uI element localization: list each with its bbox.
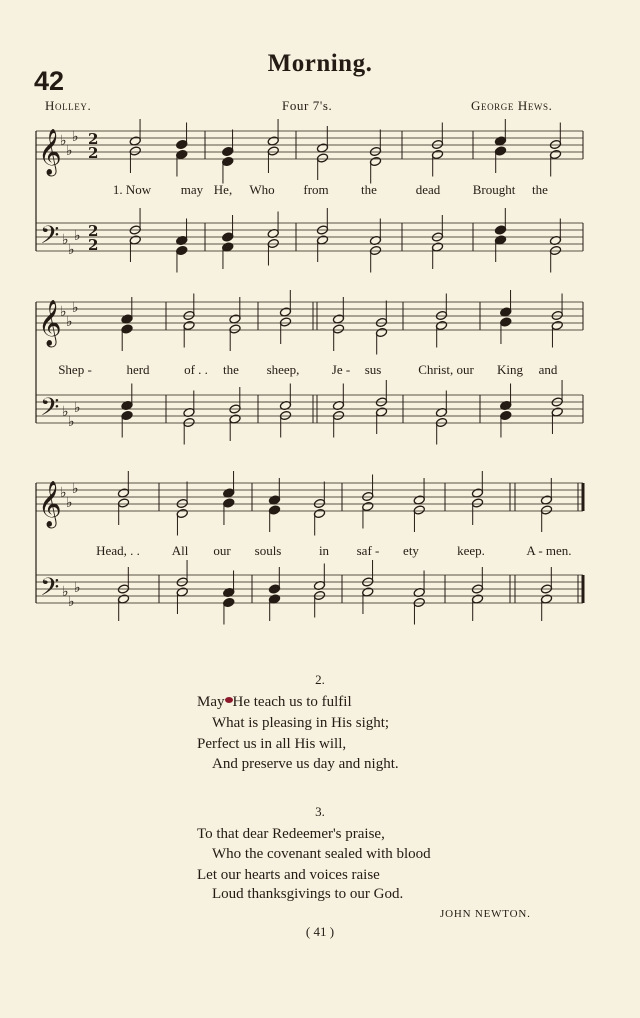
note-head — [431, 149, 443, 159]
lyric-syllable: and — [538, 362, 558, 377]
note-head — [121, 410, 133, 420]
flat-sign: ♭ — [62, 404, 69, 420]
stanza-2-line-1-end: He teach us to fulfil — [232, 694, 352, 710]
note-head — [222, 146, 234, 156]
time-signature-bottom: 2 — [88, 236, 99, 254]
lyric-syllable: keep. — [457, 543, 485, 558]
stanza-3-line-1: To that dear Redeemer's praise, — [197, 826, 385, 842]
note-head — [551, 310, 563, 320]
tune-name: Holley. — [45, 98, 92, 113]
note-head — [129, 146, 141, 156]
ink-mark — [225, 697, 233, 703]
note-head — [223, 597, 235, 607]
note-head — [316, 153, 328, 163]
time-signature-top: 2 — [88, 130, 99, 148]
lyric-syllable: sheep, — [266, 362, 300, 377]
note-head — [435, 417, 447, 427]
note-head — [267, 146, 279, 156]
treble-clef: 𝄞 — [38, 129, 62, 175]
lyric-syllable: All — [171, 543, 189, 558]
note-head — [176, 498, 188, 508]
lyric-syllable: King — [497, 362, 523, 377]
hymn-number: 42 — [34, 66, 65, 96]
note-head — [268, 584, 280, 594]
lyric-syllable: sus — [364, 362, 382, 377]
treble-clef: 𝄞 — [38, 300, 62, 346]
note-head — [313, 590, 325, 600]
note-head — [549, 149, 561, 159]
note-head — [413, 505, 425, 515]
lyric-syllable: saf - — [356, 543, 380, 558]
metre: Four 7's. — [282, 98, 333, 113]
lyric-syllable: our — [213, 543, 231, 558]
note-head — [500, 317, 512, 327]
lyric-syllable: souls — [254, 543, 282, 558]
lyric-syllable: the — [223, 362, 239, 377]
flat-sign: ♭ — [62, 584, 69, 600]
note-head — [369, 146, 381, 156]
lyric-syllable: dead — [415, 182, 441, 197]
time-signature-top: 2 — [88, 222, 99, 240]
flat-sign: ♭ — [74, 228, 81, 244]
note-head — [369, 156, 381, 166]
note-head — [549, 245, 561, 255]
note-head — [279, 410, 291, 420]
note-head — [121, 324, 133, 334]
note-head — [176, 149, 188, 159]
author: JOHN NEWTON. — [440, 908, 531, 920]
flat-sign: ♭ — [66, 314, 73, 330]
note-head — [500, 410, 512, 420]
note-head — [268, 505, 280, 515]
lyric-syllable: may — [180, 182, 204, 197]
note-head — [332, 410, 344, 420]
note-head — [223, 498, 235, 508]
note-head — [332, 324, 344, 334]
lyric-syllable: herd — [126, 362, 150, 377]
note-head — [176, 245, 188, 255]
stanza-2-line-4: And preserve us day and night. — [212, 756, 399, 772]
note-head — [549, 139, 561, 149]
flat-sign: ♭ — [74, 580, 81, 596]
note-head — [375, 327, 387, 337]
bass-clef: 𝄢 — [40, 573, 60, 608]
note-head — [176, 508, 188, 518]
lyric-syllable: in — [318, 543, 330, 558]
lyric-syllable: 1. Now — [112, 182, 152, 197]
treble-clef: 𝄞 — [38, 481, 62, 527]
lyric-syllable: the — [361, 182, 377, 197]
flat-sign: ♭ — [68, 242, 75, 258]
lyric-syllable: Who — [249, 182, 275, 197]
stanza-2-line-2: What is pleasing in His sight; — [212, 715, 390, 731]
note-head — [183, 320, 195, 330]
time-signature-bottom: 2 — [88, 144, 99, 162]
lyric-syllable: A - men. — [526, 543, 572, 558]
lyric-syllable: of . . — [184, 362, 208, 377]
flat-sign: ♭ — [60, 304, 67, 320]
flat-sign: ♭ — [68, 414, 75, 430]
composer: George Hews. — [471, 98, 553, 113]
note-head — [540, 505, 552, 515]
lyric-syllable: Shep - — [58, 362, 92, 377]
flat-sign: ♭ — [60, 133, 67, 149]
stanza-2-line-3: Perfect us in all His will, — [197, 736, 347, 752]
flat-sign: ♭ — [72, 129, 79, 145]
note-head — [413, 597, 425, 607]
flat-sign: ♭ — [72, 481, 79, 497]
note-head — [494, 225, 506, 235]
note-head — [183, 417, 195, 427]
flat-sign: ♭ — [72, 300, 79, 316]
note-head — [117, 498, 129, 508]
note-head — [362, 501, 374, 511]
flat-sign: ♭ — [66, 143, 73, 159]
flat-sign: ♭ — [62, 232, 69, 248]
lyric-syllable: the — [532, 182, 548, 197]
lyric-syllable: from — [303, 182, 329, 197]
flat-sign: ♭ — [60, 485, 67, 501]
lyric-syllable: Je - — [331, 362, 351, 377]
note-head — [435, 310, 447, 320]
flat-sign: ♭ — [74, 400, 81, 416]
note-head — [494, 146, 506, 156]
note-head — [369, 245, 381, 255]
lyric-syllable: He, — [213, 182, 233, 197]
note-head — [435, 320, 447, 330]
stanza-3-line-4: Loud thanksgivings to our God. — [212, 886, 404, 902]
bass-clef: 𝄢 — [40, 221, 60, 256]
hymn-title: Morning. — [267, 50, 373, 77]
flat-sign: ♭ — [66, 495, 73, 511]
lyric-syllable: ety — [403, 543, 419, 558]
note-head — [183, 310, 195, 320]
flat-sign: ♭ — [68, 594, 75, 610]
note-head — [222, 156, 234, 166]
note-head — [313, 498, 325, 508]
stanza-3-line-2: Who the covenant sealed with blood — [212, 846, 431, 862]
note-head — [551, 320, 563, 330]
lyric-syllable: Christ, our — [418, 362, 474, 377]
bass-clef: 𝄢 — [40, 393, 60, 428]
note-head — [267, 238, 279, 248]
note-head — [176, 139, 188, 149]
note-head — [222, 232, 234, 242]
lyric-syllable: Brought — [472, 182, 516, 197]
note-head — [375, 317, 387, 327]
note-head — [471, 498, 483, 508]
note-head — [229, 324, 241, 334]
note-head — [313, 508, 325, 518]
note-head — [362, 491, 374, 501]
note-head — [431, 139, 443, 149]
stanza-3-number: 3. — [315, 804, 325, 819]
lyric-syllable: Head, . . — [96, 543, 140, 558]
stanza-2-line-1 — [197, 694, 352, 711]
stanza-2-number: 2. — [315, 672, 325, 687]
note-head — [279, 317, 291, 327]
stanza-3-line-3: Let our hearts and voices raise — [197, 867, 380, 883]
stanza-2-line-1-start: May — [197, 694, 225, 710]
page-number: ( 41 ) — [305, 924, 335, 939]
